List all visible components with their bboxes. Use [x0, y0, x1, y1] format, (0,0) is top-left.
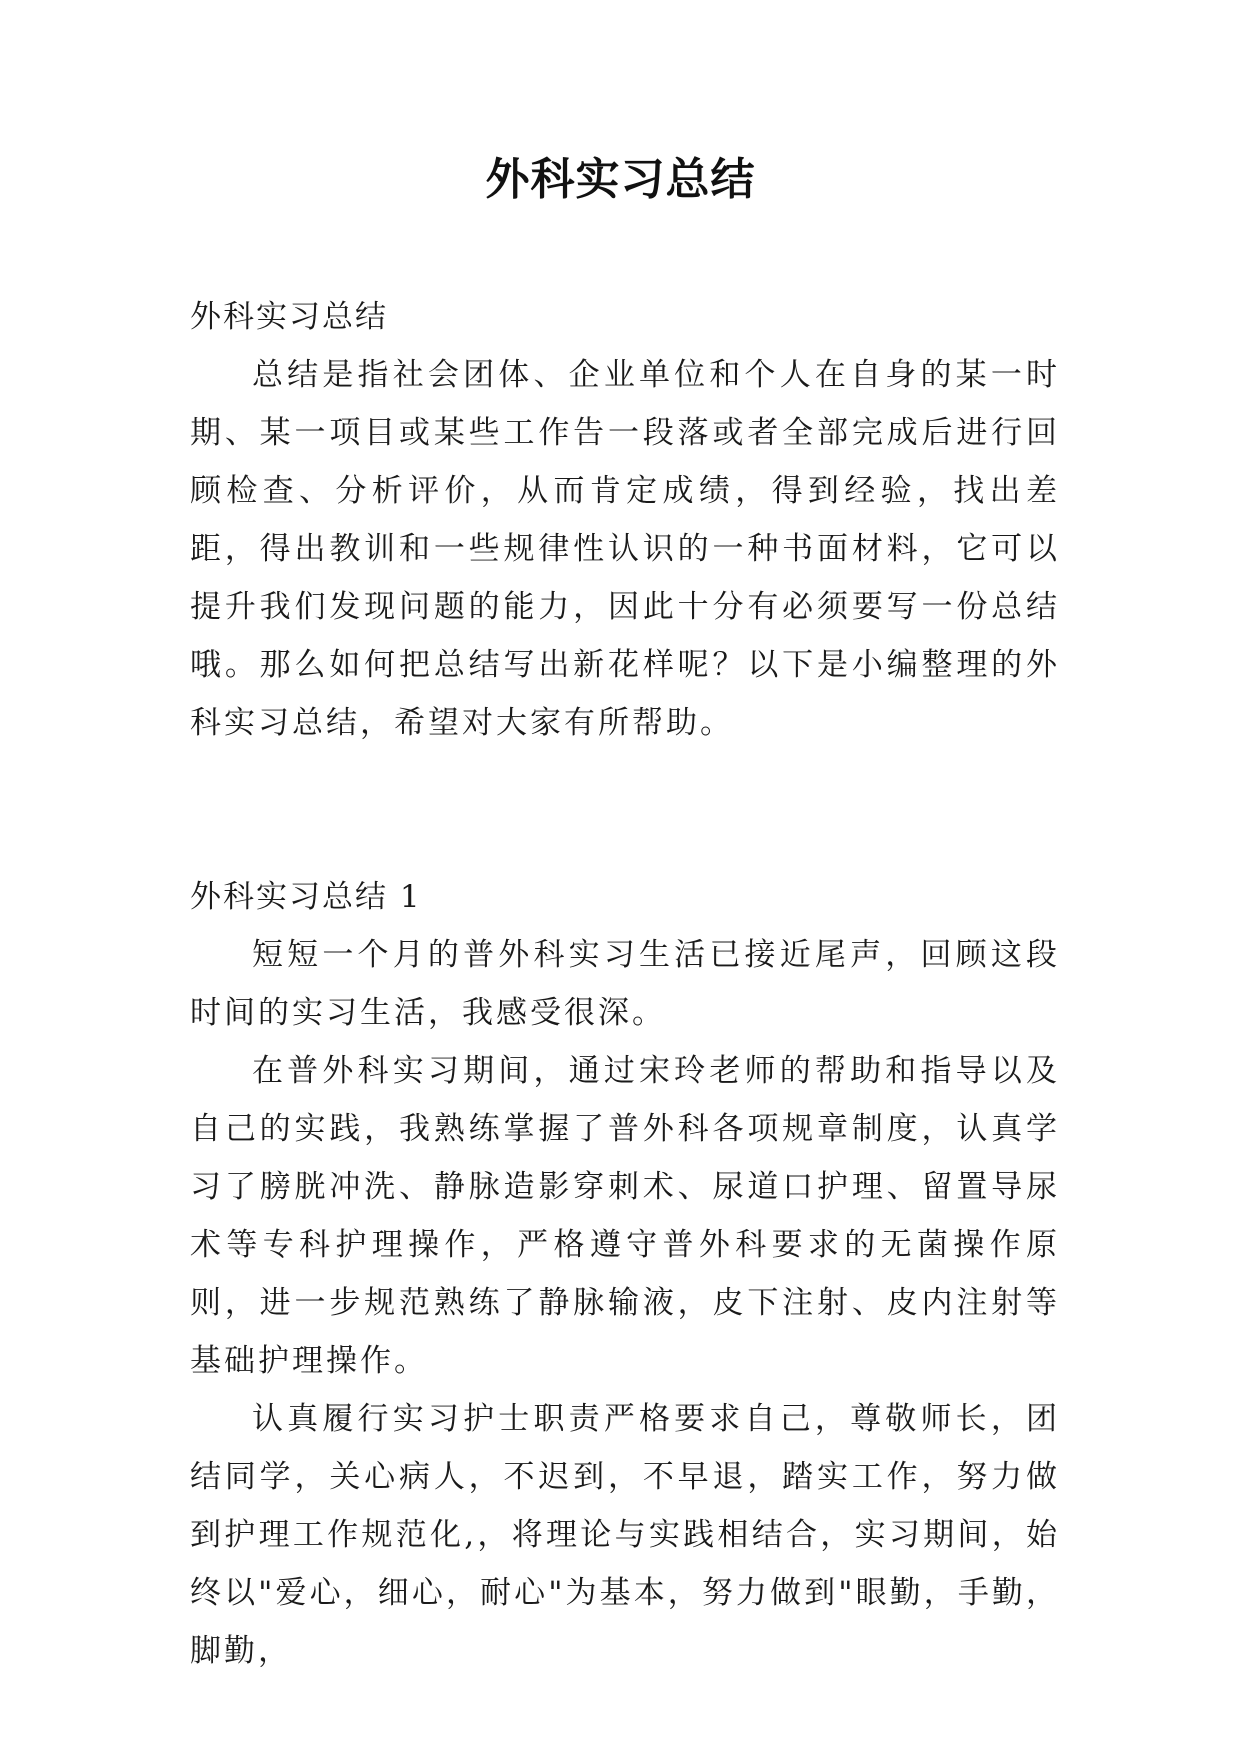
document-body — [190, 288, 1060, 1680]
section-1-paragraph: 短短一个月的普外科实习生活已接近尾声，回顾这段时间的实习生活，我感受很深。 — [190, 937, 1060, 1031]
intro-heading: 外科实习总结 — [190, 299, 388, 335]
section-1-heading: 外科实习总结 1 — [190, 879, 422, 915]
section-1-paragraph: 在普外科实习期间，通过宋玲老师的帮助和指导以及自己的实践，我熟练掌握了普外科各项规章制度，认真学习了膀胱冲洗、静脉造影穿刺术、尿道口护理、留置导尿术等专科护理操作，严格遵守普外科要求的无菌操作原则，进一步规范熟练了静脉输液，皮下注射、皮内注射等基础护理操作。 — [190, 1053, 1060, 1379]
document-title: 外科实习总结 — [485, 154, 756, 205]
intro-paragraph: 总结是指社会团体、企业单位和个人在自身的某一时期、某一项目或某些工作告一段落或者全部完成后进行回顾检查、分析评价，从而肯定成绩，得到经验，找出差距，得出教训和一些规律性认识的一种书面材料，它可以提升我们发现问题的能力，因此十分有必须要写一份总结哦。那么如何把总结写出新花样呢？以下是小编整理的外科实习总结，希望对大家有所帮助。 — [190, 357, 1060, 741]
section-spacer — [190, 752, 1060, 868]
section-1-paragraph: 认真履行实习护士职责严格要求自己，尊敬师长，团结同学，关心病人，不迟到，不早退，踏实工作，努力做到护理工作规范化,，将理论与实践相结合，实习期间，始终以"爱心，细心，耐心"为基本，努力做到"眼勤，手勤，脚勤， — [190, 1401, 1060, 1669]
